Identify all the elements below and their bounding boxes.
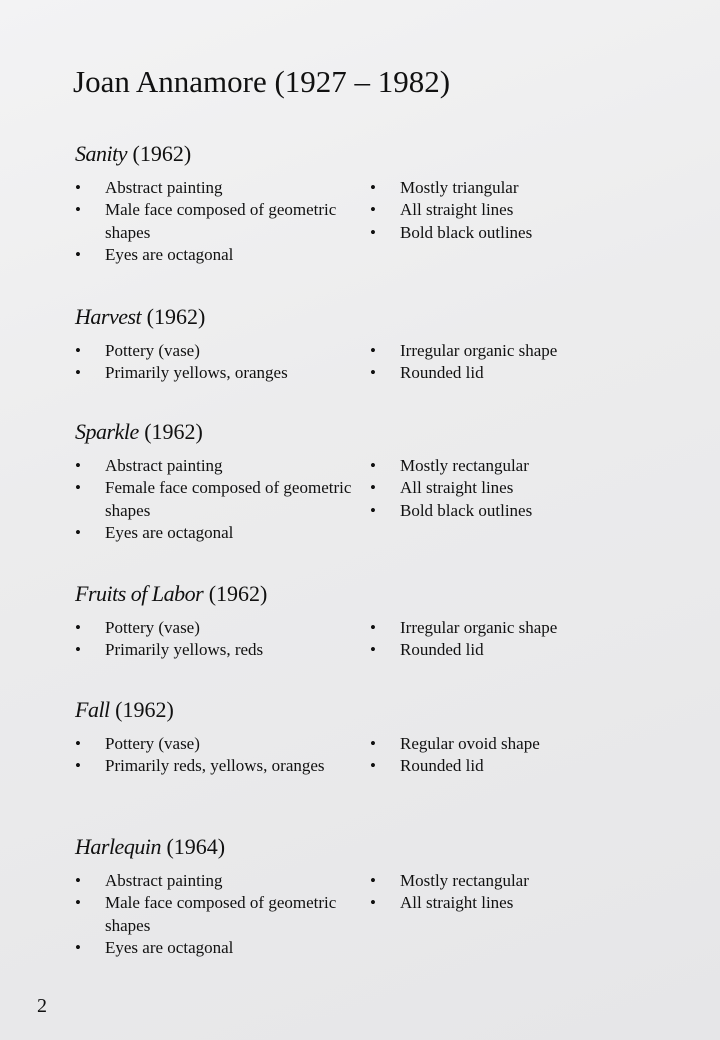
artwork-year: (1962) [132, 141, 192, 166]
artwork-year: (1962) [146, 304, 206, 329]
list-item: • All straight lines [370, 199, 670, 221]
artwork-title [75, 696, 695, 724]
list-item: • All straight lines [370, 892, 670, 914]
artwork-harvest [75, 303, 695, 383]
features-left [75, 733, 355, 778]
features-right [370, 455, 670, 522]
list-item: • Irregular organic shape [370, 340, 670, 362]
artwork-name: Sparkle [75, 419, 139, 444]
list-item: • Mostly rectangular [370, 870, 670, 892]
page-number: 2 [37, 995, 47, 1017]
features-right [370, 340, 670, 385]
features-right [370, 617, 670, 662]
artwork-year: (1964) [166, 834, 226, 859]
artwork-title [75, 303, 695, 331]
list-item: • Pottery (vase) [75, 617, 355, 639]
list-item: • Pottery (vase) [75, 733, 355, 755]
list-item: • Rounded lid [370, 639, 670, 661]
artwork-title [75, 418, 695, 446]
list-item: • Irregular organic shape [370, 617, 670, 639]
list-item: • All straight lines [370, 477, 670, 499]
artwork-fruits-of-labor [75, 580, 695, 660]
artwork-name: Harlequin [75, 834, 161, 859]
features-left [75, 870, 355, 960]
artwork-sanity [75, 140, 695, 265]
features-right [370, 870, 670, 915]
artwork-title [75, 140, 695, 168]
features-left [75, 177, 355, 267]
artwork-name: Harvest [75, 304, 142, 329]
page-title: Joan Annamore (1927 – 1982) [73, 64, 451, 99]
features-left [75, 617, 355, 662]
list-item: • Eyes are octagonal [75, 244, 355, 266]
list-item: • Primarily yellows, oranges [75, 362, 355, 384]
features-left [75, 340, 355, 385]
artwork-harlequin [75, 833, 695, 958]
artwork-year: (1962) [208, 581, 268, 606]
list-item: • Regular ovoid shape [370, 733, 670, 755]
list-item: • Mostly triangular [370, 177, 670, 199]
list-item: • Primarily yellows, reds [75, 639, 355, 661]
list-item: • Abstract painting [75, 177, 355, 199]
features-left [75, 455, 355, 545]
artwork-fall [75, 696, 695, 776]
list-item: • Pottery (vase) [75, 340, 355, 362]
list-item: • Rounded lid [370, 755, 670, 777]
list-item: • Abstract painting [75, 455, 355, 477]
features-right [370, 733, 670, 778]
list-item: • Male face composed of geometric shapes [75, 892, 355, 937]
artwork-sparkle [75, 418, 695, 543]
list-item: • Bold black outlines [370, 500, 670, 522]
artwork-title [75, 833, 695, 861]
artwork-name: Sanity [75, 141, 127, 166]
artwork-name: Fall [75, 697, 110, 722]
list-item: • Abstract painting [75, 870, 355, 892]
features-right [370, 177, 670, 244]
list-item: • Bold black outlines [370, 222, 670, 244]
artwork-year: (1962) [144, 419, 203, 444]
list-item: • Eyes are octagonal [75, 937, 355, 959]
list-item: • Rounded lid [370, 362, 670, 384]
list-item: • Primarily reds, yellows, oranges [75, 755, 355, 777]
list-item: • Female face composed of geometric shapes [75, 477, 355, 522]
artwork-year: (1962) [115, 697, 174, 722]
list-item: • Eyes are octagonal [75, 522, 355, 544]
artwork-name: Fruits of Labor [75, 581, 204, 606]
list-item: • Mostly rectangular [370, 455, 670, 477]
list-item: • Male face composed of geometric shapes [75, 199, 355, 244]
artwork-title [75, 580, 695, 608]
